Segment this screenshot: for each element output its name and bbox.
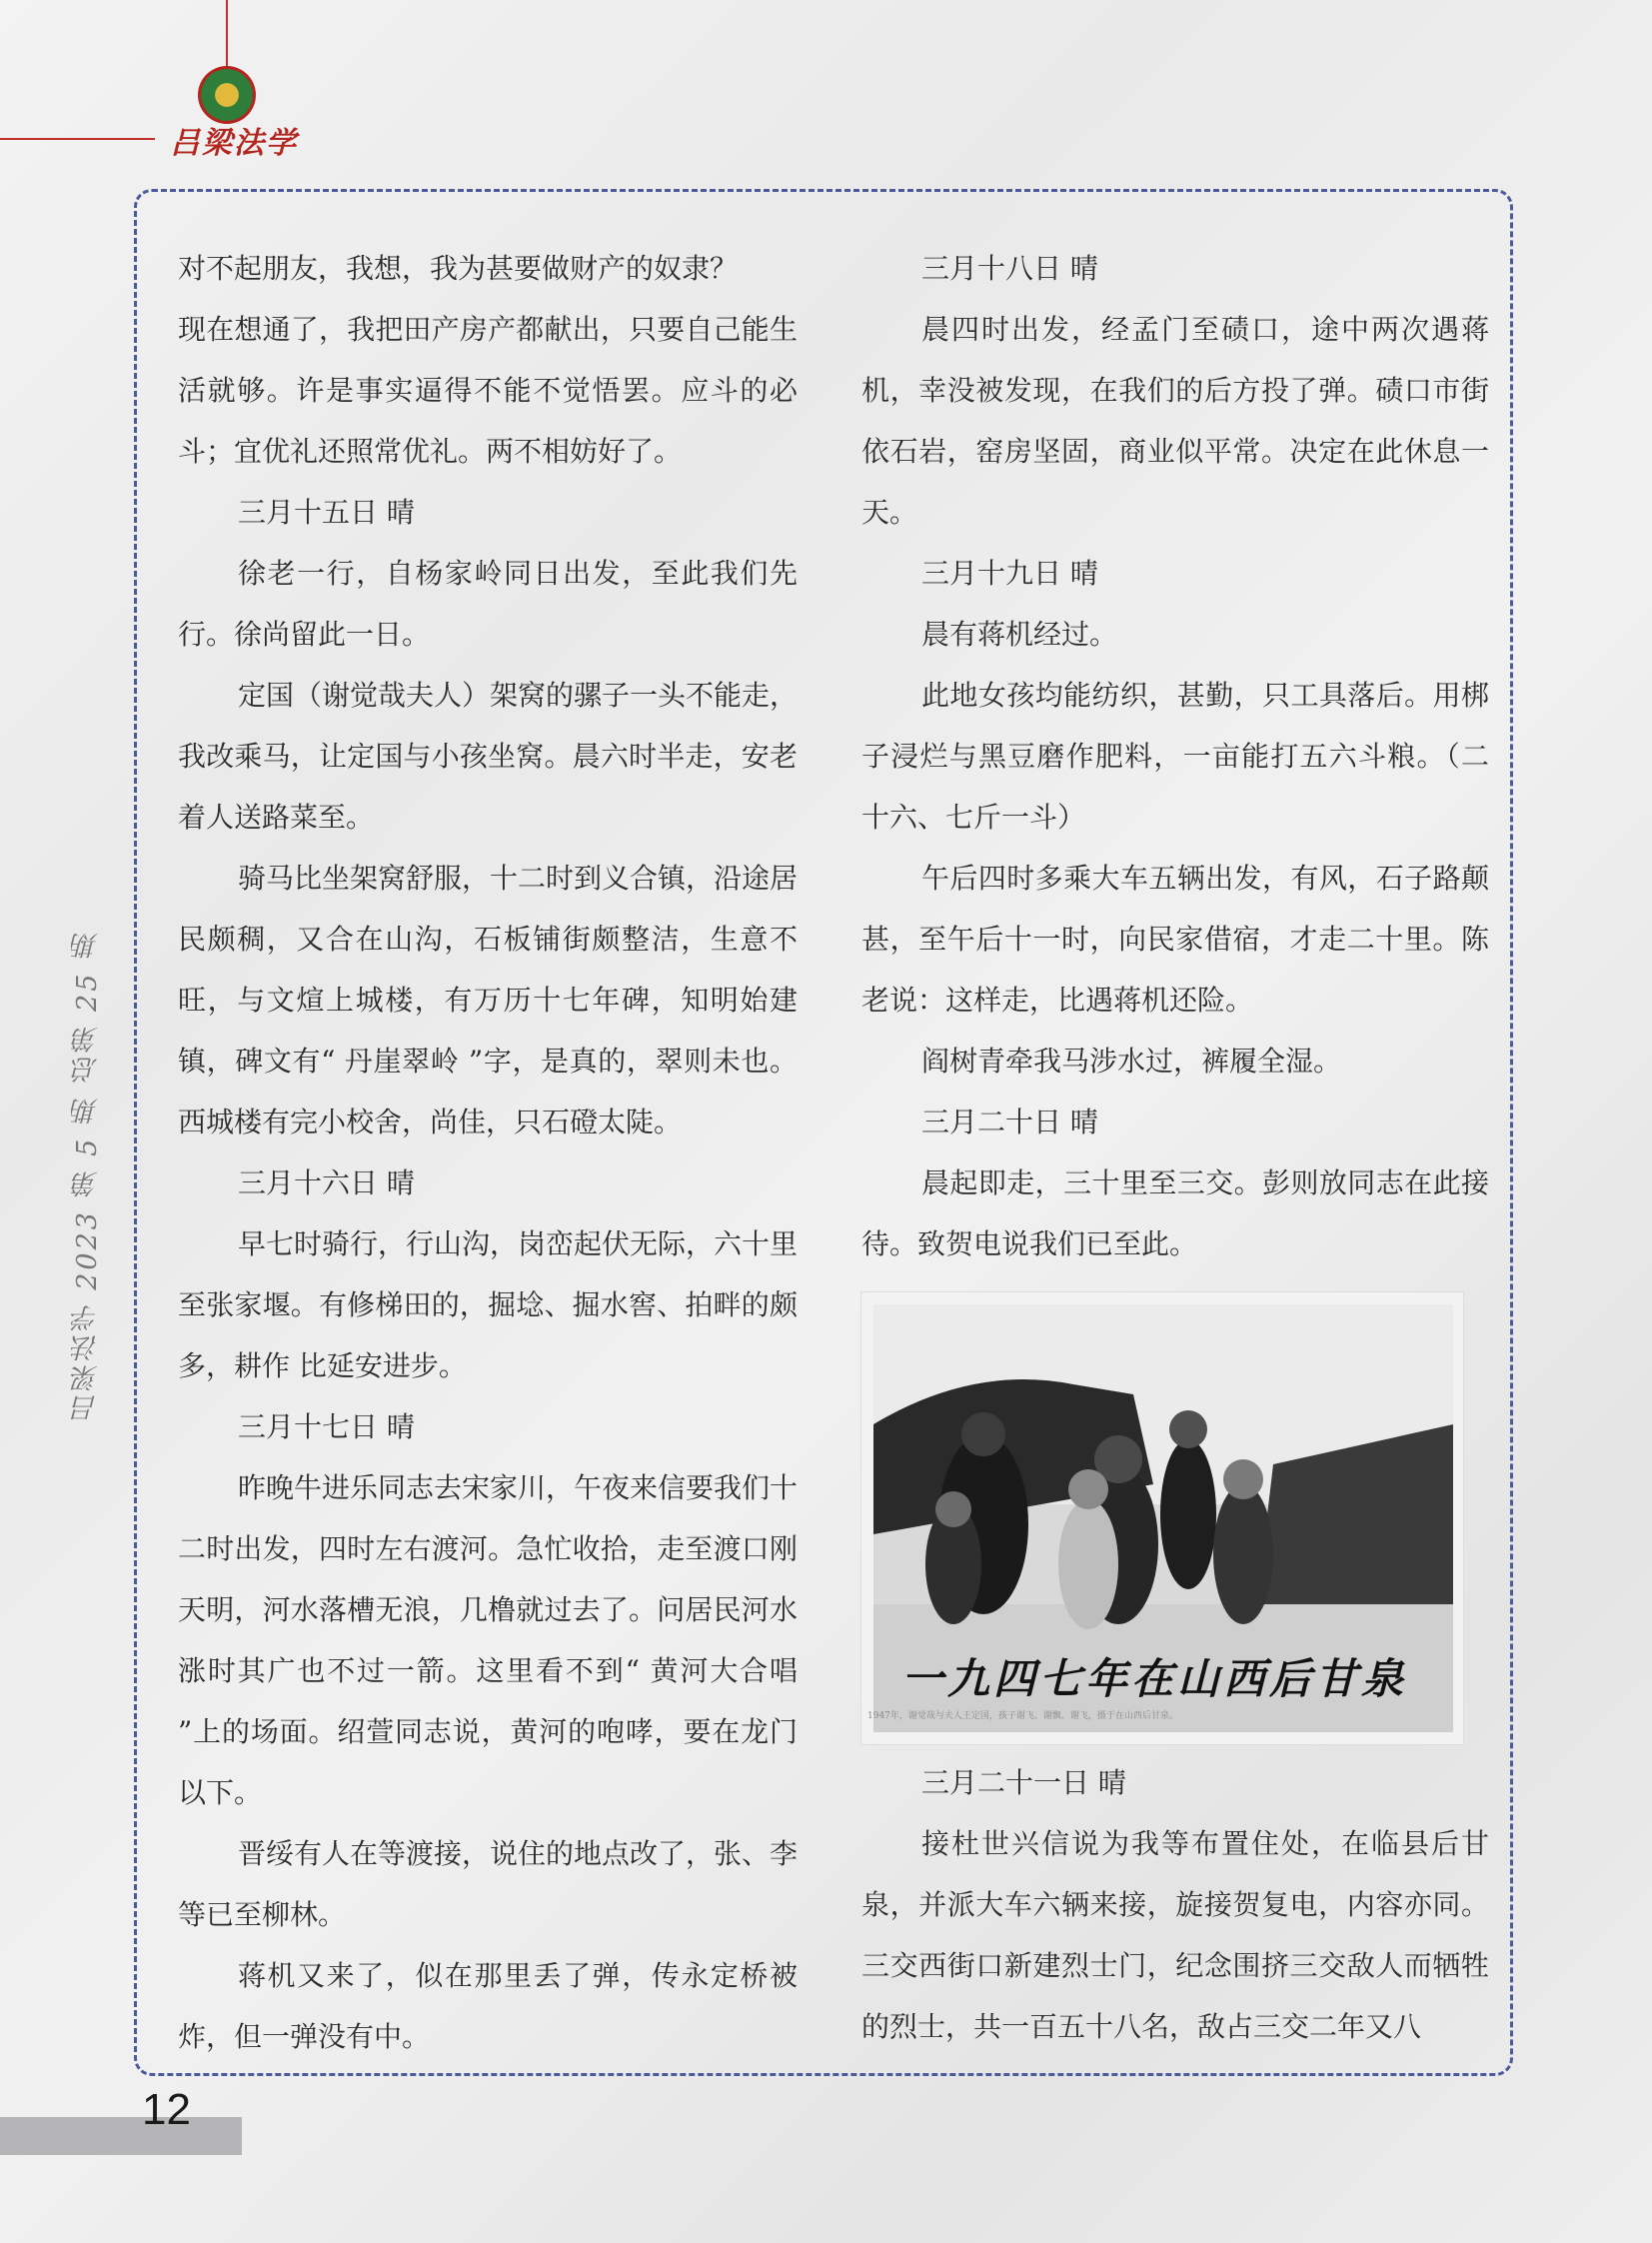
paragraph: 晨有蒋机经过。 <box>921 618 1118 651</box>
paragraph: 晨起即走，三十里至三交。彭则放同志在此接待。致贺电说我们已至此。 <box>861 1166 1489 1260</box>
paragraph: 骑马比坐架窝舒服，十二时到义合镇，沿途居民颇稠，又合在山沟，石板铺街颇整洁，生意不旺，与文煊上城楼，有万历十七年碑，知明始建镇，碑文有“ 丹崖翠岭 ”字，是真的，翠则未也。西城楼有完小校舍，尚佳，只石磴太陡。 <box>178 862 799 1138</box>
paragraph: 三月十七日 晴 <box>238 1410 415 1443</box>
paragraph: 徐老一行，自杨家岭同日出发，至此我们先行。徐尚留此一日。 <box>178 557 798 651</box>
paragraph: 蒋机又来了，似在那里丢了弹，传永定桥被炸，但一弹没有中。 <box>178 1959 798 2053</box>
paragraph: 早七时骑行，行山沟，岗峦起伏无际，六十里至张家堰。有修梯田的，掘埝、掘水窖、拍畔的颇多，耕作 比延安进步。 <box>178 1227 799 1382</box>
right-column <box>861 238 1489 2057</box>
paragraph: 定国（谢觉哉夫人）架窝的骡子一头不能走，我改乘马，让定国与小孩坐窝。晨六时半走，安老着人送路菜至。 <box>178 679 799 834</box>
journal-brand: 吕梁法学 <box>170 126 298 161</box>
journal-logo-icon <box>198 66 256 124</box>
left-column <box>178 238 798 2067</box>
paragraph: 现在想通了，我把田产房产都献出，只要自己能生活就够。许是事实逼得不能不觉悟罢。应斗的必斗；宜优礼还照常优礼。两不相妨好了。 <box>178 313 798 468</box>
historical-photo <box>861 1292 1463 1744</box>
issue-info: 吕梁法学 2023 第 5 期 总第 25 期 <box>72 930 103 1422</box>
paragraph: 三月十六日 晴 <box>238 1166 415 1199</box>
paragraph: 接杜世兴信说为我等布置住处，在临县后甘泉，并派大车六辆来接，旋接贺复电，内容亦同。三交西街口新建烈士门，纪念围挤三交敌人而牺牲的烈士，共一百五十八名，敌占三交二年又八 <box>861 1827 1489 2043</box>
page-number-bar <box>0 2117 242 2155</box>
right-column-bottom <box>861 1752 1489 2057</box>
paragraph: 阎树青牵我马涉水过，裤履全湿。 <box>921 1045 1342 1078</box>
paragraph: 对不起朋友，我想，我为甚要做财产的奴隶？ <box>178 252 739 285</box>
paragraph: 此地女孩均能纺织，甚勤，只工具落后。用梆子浸烂与黑豆磨作肥料，一亩能打五六斗粮。（二十六、七斤一斗） <box>861 679 1489 834</box>
photo-handwritten-caption: 一九四七年在山西后甘泉 <box>901 1654 1408 1703</box>
paragraph: 三月十九日 晴 <box>921 557 1098 590</box>
paragraph: 三月二十一日 晴 <box>921 1766 1126 1799</box>
page-number: 12 <box>142 2085 191 2134</box>
paragraph: 昨晚牛进乐同志去宋家川，午夜来信要我们十二时出发，四时左右渡河。急忙收拾，走至渡口刚天明，河水落槽无浪，几橹就过去了。问居民河水涨时其广也不过一箭。这里看不到“ 黄河大合唱 ”上的场面。绍萱同志说，黄河的咆哮，要在龙门以下。 <box>178 1471 799 1809</box>
right-column-top <box>861 238 1489 1274</box>
paragraph: 三月十五日 晴 <box>238 496 415 529</box>
paragraph: 三月二十日 晴 <box>921 1106 1098 1138</box>
paragraph: 晋绥有人在等渡接，说住的地点改了，张、李等已至柳林。 <box>178 1837 799 1931</box>
paragraph: 三月十八日 晴 <box>921 252 1098 285</box>
paragraph: 午后四时多乘大车五辆出发，有风，石子路颠甚，至午后十一时，向民家借宿，才走二十里。陈老说：这样走，比遇蒋机还险。 <box>861 862 1489 1017</box>
paragraph: 晨四时出发，经孟门至碛口，途中两次遇蒋机，幸没被发现，在我们的后方投了弹。碛口市街依石岩，窑房坚固，商业似平常。决定在此休息一天。 <box>861 313 1489 529</box>
photo-small-caption: 1947年，谢觉哉与夫人王定国，孩子谢飞、谢飘、谢飞，摄于在山西后甘泉。 <box>867 1711 1178 1721</box>
header-vertical-line <box>226 0 228 68</box>
header-horizontal-line <box>0 138 155 140</box>
